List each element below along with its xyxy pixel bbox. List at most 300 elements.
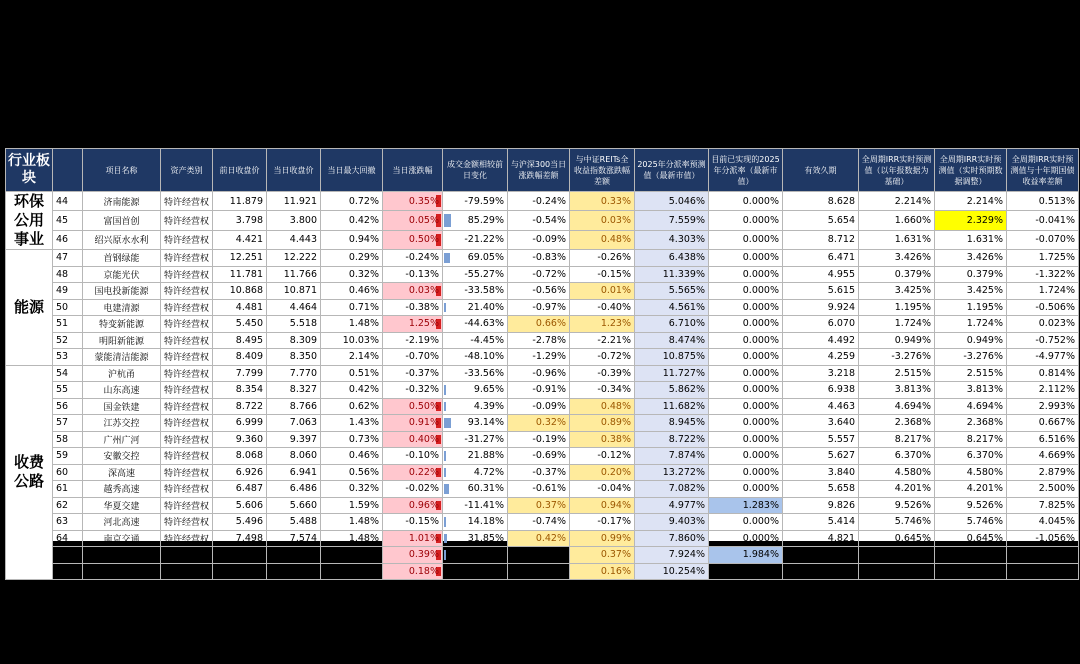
- max-drawdown-cell: 0.56%: [321, 464, 383, 481]
- duration-cell: 3.840: [783, 464, 859, 481]
- volume-value: 93.14%: [467, 417, 504, 429]
- change-cell: [383, 316, 443, 333]
- project-name-cell: 江苏交控: [83, 415, 161, 432]
- irr-spread-cell: 7.825%: [1007, 497, 1079, 514]
- vs-hs300-cell: -0.72%: [508, 266, 570, 283]
- irr-spread-cell: 1.725%: [1007, 250, 1079, 267]
- header-vs-hs300: 与沪深300当日涨跌幅差额: [508, 149, 570, 192]
- duration-cell: 5.414: [783, 514, 859, 531]
- change-value: 0.18%: [408, 565, 439, 577]
- volume-value: -4.45%: [470, 334, 504, 346]
- sector-cell: 收费公路: [6, 365, 53, 580]
- change-value: -0.15%: [405, 516, 439, 528]
- irr-adjusted-cell: 4.201%: [935, 481, 1007, 498]
- volume-value: -33.58%: [464, 285, 504, 297]
- volume-value: 21.40%: [467, 301, 504, 313]
- header-volume-change: 成交金额相较前日变化: [443, 149, 508, 192]
- volume-value: 4.39%: [473, 400, 504, 412]
- project-name-cell: 山东高速: [83, 382, 161, 399]
- vs-reits-cell: 0.37%: [570, 547, 635, 564]
- volume-value: 4.72%: [473, 466, 504, 478]
- irr-spread-cell: 2.879%: [1007, 464, 1079, 481]
- project-name-cell: 国电投新能源: [83, 283, 161, 300]
- project-name-cell: 富国首创: [83, 211, 161, 230]
- actual-2025-cell: 0.000%: [709, 382, 783, 399]
- forecast-2025-cell: 8.722%: [635, 431, 709, 448]
- project-name-cell: 安徽交控: [83, 448, 161, 465]
- duration-cell: 3.638: [783, 563, 859, 580]
- max-drawdown-cell: 1.59%: [321, 497, 383, 514]
- vs-reits-cell: 0.03%: [570, 211, 635, 230]
- close-cell: 3.800: [267, 211, 321, 230]
- max-drawdown-cell: 0.32%: [321, 481, 383, 498]
- volume-change-cell: [443, 299, 508, 316]
- irr-annual-cell: 5.746%: [859, 514, 935, 531]
- change-cell: [383, 266, 443, 283]
- seq-cell: 66: [53, 563, 83, 580]
- seq-cell: 65: [53, 547, 83, 564]
- seq-cell: 58: [53, 431, 83, 448]
- table-row: [6, 230, 1079, 249]
- irr-spread-cell: -0.070%: [1007, 230, 1079, 249]
- irr-adjusted-cell: 3.813%: [935, 382, 1007, 399]
- header-duration: 有效久期: [783, 149, 859, 192]
- header-irr-spread: 全周期IRR实时预测值与十年期国债收益率差额: [1007, 149, 1079, 192]
- forecast-2025-cell: 5.565%: [635, 283, 709, 300]
- vs-hs300-cell: -0.97%: [508, 299, 570, 316]
- max-drawdown-cell: 1.48%: [321, 316, 383, 333]
- volume-change-cell: [443, 514, 508, 531]
- table-row: [6, 266, 1079, 283]
- change-value: 0.91%: [408, 417, 439, 429]
- actual-2025-cell: 0.000%: [709, 481, 783, 498]
- forecast-2025-cell: 5.046%: [635, 192, 709, 211]
- volume-value: 60.31%: [467, 483, 504, 495]
- table-row: [6, 547, 1079, 564]
- duration-cell: 5.658: [783, 481, 859, 498]
- prev-close-cell: 8.068: [213, 448, 267, 465]
- actual-2025-cell: 0.000%: [709, 316, 783, 333]
- table-row: [6, 316, 1079, 333]
- prev-close-cell: 4.481: [213, 299, 267, 316]
- change-cell: [383, 349, 443, 366]
- forecast-2025-cell: 5.862%: [635, 382, 709, 399]
- vs-reits-cell: -0.12%: [570, 448, 635, 465]
- close-cell: 6.486: [267, 481, 321, 498]
- reits-sheet: [5, 148, 1078, 578]
- change-cell: [383, 448, 443, 465]
- irr-annual-cell: -3.276%: [859, 349, 935, 366]
- prev-close-cell: 8.409: [213, 349, 267, 366]
- irr-spread-cell: -1.056%: [1007, 530, 1079, 547]
- irr-adjusted-cell: 4.580%: [935, 464, 1007, 481]
- seq-cell: 61: [53, 481, 83, 498]
- irr-annual-cell: 1.195%: [859, 299, 935, 316]
- vs-hs300-cell: -0.20%: [508, 547, 570, 564]
- actual-2025-cell: 0.000%: [709, 464, 783, 481]
- actual-2025-cell: 0.000%: [709, 211, 783, 230]
- forecast-2025-cell: 8.945%: [635, 415, 709, 432]
- close-cell: 8.309: [267, 332, 321, 349]
- project-name-cell: 招商高速公路: [83, 547, 161, 564]
- vs-reits-cell: -0.26%: [570, 250, 635, 267]
- actual-2025-cell: 0.000%: [709, 431, 783, 448]
- header-forecast-2025: 2025年分派率预测值（最新市值）: [635, 149, 709, 192]
- forecast-2025-cell: 7.924%: [635, 547, 709, 564]
- volume-change-cell: [443, 547, 508, 564]
- volume-value: -11.41%: [464, 499, 504, 511]
- vs-hs300-cell: -0.74%: [508, 514, 570, 531]
- actual-2025-cell: 0.000%: [709, 230, 783, 249]
- duration-cell: 3.218: [783, 365, 859, 382]
- irr-adjusted-cell: 3.426%: [935, 250, 1007, 267]
- asset-type-cell: 特许经营权: [161, 316, 213, 333]
- prev-close-cell: 6.926: [213, 464, 267, 481]
- duration-cell: 6.471: [783, 250, 859, 267]
- vs-reits-cell: -0.04%: [570, 481, 635, 498]
- irr-annual-cell: 2.368%: [859, 415, 935, 432]
- close-cell: 11.921: [267, 192, 321, 211]
- close-cell: 5.488: [267, 514, 321, 531]
- volume-change-cell: [443, 497, 508, 514]
- volume-value: 8.97%: [473, 549, 504, 561]
- irr-spread-cell: -1.421%: [1007, 563, 1079, 580]
- header-name: 项目名称: [83, 149, 161, 192]
- header-irr-annual: 全周期IRR实时预测值（以年报数据为基础）: [859, 149, 935, 192]
- change-cell: [383, 332, 443, 349]
- change-cell: [383, 398, 443, 415]
- project-name-cell: 电建清源: [83, 299, 161, 316]
- table-row: [6, 497, 1079, 514]
- max-drawdown-cell: 0.42%: [321, 382, 383, 399]
- change-value: -0.24%: [405, 252, 439, 264]
- project-name-cell: 明阳新能源: [83, 332, 161, 349]
- prev-close-cell: 4.421: [213, 230, 267, 249]
- project-name-cell: 广州广河: [83, 431, 161, 448]
- table-row: [6, 398, 1079, 415]
- volume-bar: [444, 484, 449, 494]
- volume-value: -21.22%: [464, 234, 504, 246]
- prev-close-cell: 7.498: [213, 530, 267, 547]
- irr-annual-cell: 1.660%: [859, 211, 935, 230]
- irr-annual-cell: 8.217%: [859, 431, 935, 448]
- volume-change-cell: [443, 464, 508, 481]
- project-name-cell: 华夏交建: [83, 497, 161, 514]
- seq-cell: 54: [53, 365, 83, 382]
- prev-close-cell: 11.879: [213, 192, 267, 211]
- vs-hs300-cell: -0.61%: [508, 481, 570, 498]
- duration-cell: 4.821: [783, 530, 859, 547]
- volume-bar: [444, 451, 446, 461]
- project-name-cell: 京能光伏: [83, 266, 161, 283]
- volume-change-cell: [443, 431, 508, 448]
- irr-spread-cell: 0.667%: [1007, 415, 1079, 432]
- vs-reits-cell: 0.38%: [570, 431, 635, 448]
- irr-annual-cell: 6.370%: [859, 448, 935, 465]
- header-sector: 行业板块: [6, 149, 53, 192]
- vs-reits-cell: -0.34%: [570, 382, 635, 399]
- project-name-cell: 越秀高速: [83, 481, 161, 498]
- header-actual-2025: 目前已实现的2025年分派率（最新市值）: [709, 149, 783, 192]
- volume-value: 31.85%: [467, 532, 504, 544]
- change-cell: [383, 299, 443, 316]
- max-drawdown-cell: 2.14%: [321, 349, 383, 366]
- seq-cell: 50: [53, 299, 83, 316]
- header-row: [6, 149, 1079, 192]
- max-drawdown-cell: 0.79%: [321, 563, 383, 580]
- forecast-2025-cell: 11.727%: [635, 365, 709, 382]
- seq-cell: 55: [53, 382, 83, 399]
- max-drawdown-cell: 0.71%: [321, 299, 383, 316]
- volume-value: 85.29%: [467, 214, 504, 226]
- duration-cell: 5.627: [783, 448, 859, 465]
- irr-adjusted-cell: 2.515%: [935, 365, 1007, 382]
- asset-type-cell: 特许经营权: [161, 431, 213, 448]
- volume-value: -44.63%: [464, 318, 504, 330]
- irr-adjusted-cell: 1.724%: [935, 316, 1007, 333]
- table-row: [6, 211, 1079, 230]
- irr-spread-cell: 0.513%: [1007, 192, 1079, 211]
- vs-reits-cell: -0.39%: [570, 365, 635, 382]
- volume-bar: [444, 468, 446, 478]
- duration-cell: 4.492: [783, 332, 859, 349]
- seq-cell: 57: [53, 415, 83, 432]
- vs-reits-cell: -2.21%: [570, 332, 635, 349]
- volume-change-cell: [443, 563, 508, 580]
- actual-2025-cell: 0.000%: [709, 415, 783, 432]
- vs-reits-cell: 0.99%: [570, 530, 635, 547]
- project-name-cell: 蒙能清洁能源: [83, 349, 161, 366]
- irr-spread-cell: 4.045%: [1007, 514, 1079, 531]
- volume-change-cell: [443, 230, 508, 249]
- volume-change-cell: [443, 398, 508, 415]
- vs-hs300-cell: 0.37%: [508, 497, 570, 514]
- volume-bar: [444, 303, 446, 313]
- irr-adjusted-cell: 2.214%: [935, 192, 1007, 211]
- forecast-2025-cell: 4.561%: [635, 299, 709, 316]
- close-cell: 6.941: [267, 464, 321, 481]
- irr-annual-cell: 3.426%: [859, 250, 935, 267]
- close-cell: 8.350: [267, 349, 321, 366]
- header-max-drawdown: 当日最大回撤: [321, 149, 383, 192]
- vs-hs300-cell: -0.91%: [508, 382, 570, 399]
- seq-cell: 48: [53, 266, 83, 283]
- max-drawdown-cell: 0.42%: [321, 211, 383, 230]
- change-cell: [383, 250, 443, 267]
- irr-annual-cell: 2.214%: [859, 192, 935, 211]
- actual-2025-cell: 0.000%: [709, 398, 783, 415]
- irr-spread-cell: -0.752%: [1007, 332, 1079, 349]
- irr-adjusted-cell: 3.618%: [935, 547, 1007, 564]
- irr-annual-cell: 9.526%: [859, 497, 935, 514]
- volume-value: 14.18%: [467, 516, 504, 528]
- volume-value: -79.59%: [464, 195, 504, 207]
- actual-2025-cell: 0.000%: [709, 514, 783, 531]
- irr-spread-cell: 2.112%: [1007, 382, 1079, 399]
- max-drawdown-cell: 1.48%: [321, 514, 383, 531]
- vs-reits-cell: -0.40%: [570, 299, 635, 316]
- volume-bar: [444, 534, 447, 544]
- asset-type-cell: 特许经营权: [161, 332, 213, 349]
- asset-type-cell: 特许经营权: [161, 283, 213, 300]
- irr-annual-cell: 3.425%: [859, 283, 935, 300]
- asset-type-cell: 特许经营权: [161, 481, 213, 498]
- change-value: -0.38%: [405, 301, 439, 313]
- close-cell: 5.660: [267, 497, 321, 514]
- asset-type-cell: 特许经营权: [161, 192, 213, 211]
- volume-change-cell: [443, 266, 508, 283]
- asset-type-cell: 特许经营权: [161, 514, 213, 531]
- volume-value: 9.65%: [473, 384, 504, 396]
- change-value: 0.22%: [408, 466, 439, 478]
- volume-value: -48.10%: [464, 351, 504, 363]
- volume-bar: [444, 385, 446, 395]
- change-value: 0.50%: [408, 234, 439, 246]
- seq-cell: 45: [53, 211, 83, 230]
- seq-cell: 56: [53, 398, 83, 415]
- irr-annual-cell: 1.724%: [859, 316, 935, 333]
- volume-bar: [444, 402, 446, 412]
- header-change: 当日涨跌幅: [383, 149, 443, 192]
- max-drawdown-cell: 10.03%: [321, 332, 383, 349]
- project-name-cell: 特变新能源: [83, 316, 161, 333]
- irr-spread-cell: 2.500%: [1007, 481, 1079, 498]
- prev-close-cell: 7.985: [213, 547, 267, 564]
- change-value: 1.01%: [408, 532, 439, 544]
- vs-hs300-cell: -0.09%: [508, 398, 570, 415]
- seq-cell: 44: [53, 192, 83, 211]
- asset-type-cell: 特许经营权: [161, 563, 213, 580]
- irr-spread-cell: 6.516%: [1007, 431, 1079, 448]
- vs-reits-cell: 0.89%: [570, 415, 635, 432]
- prev-close-cell: 12.251: [213, 250, 267, 267]
- vs-hs300-cell: -0.56%: [508, 283, 570, 300]
- change-cell: [383, 530, 443, 547]
- irr-adjusted-cell: 5.746%: [935, 514, 1007, 531]
- irr-annual-cell: 0.645%: [859, 530, 935, 547]
- volume-change-cell: [443, 365, 508, 382]
- table-body: [6, 192, 1079, 580]
- header-irr-adjusted: 全周期IRR实时预测值（实时预期数据调整）: [935, 149, 1007, 192]
- forecast-2025-cell: 7.559%: [635, 211, 709, 230]
- close-cell: 4.464: [267, 299, 321, 316]
- vs-reits-cell: 0.48%: [570, 230, 635, 249]
- seq-cell: 63: [53, 514, 83, 531]
- table-row: [6, 481, 1079, 498]
- irr-annual-cell: 0.379%: [859, 266, 935, 283]
- irr-spread-cell: 1.724%: [1007, 283, 1079, 300]
- max-drawdown-cell: 0.46%: [321, 448, 383, 465]
- table-row: [6, 431, 1079, 448]
- irr-spread-cell: 1.917%: [1007, 547, 1079, 564]
- table-row: [6, 415, 1079, 432]
- duration-cell: 5.557: [783, 431, 859, 448]
- volume-change-cell: [443, 192, 508, 211]
- change-cell: [383, 464, 443, 481]
- vs-reits-cell: 0.16%: [570, 563, 635, 580]
- vs-hs300-cell: -0.37%: [508, 464, 570, 481]
- asset-type-cell: 特许经营权: [161, 266, 213, 283]
- volume-change-cell: [443, 349, 508, 366]
- prev-close-cell: 6.999: [213, 415, 267, 432]
- volume-value: 69.05%: [467, 252, 504, 264]
- vs-reits-cell: 1.23%: [570, 316, 635, 333]
- max-drawdown-cell: 0.32%: [321, 266, 383, 283]
- change-cell: [383, 563, 443, 580]
- header-prev-close: 前日收盘价: [213, 149, 267, 192]
- change-value: -0.37%: [405, 367, 439, 379]
- change-cell: [383, 192, 443, 211]
- irr-spread-cell: -1.322%: [1007, 266, 1079, 283]
- header-seq: [53, 149, 83, 192]
- forecast-2025-cell: 9.403%: [635, 514, 709, 531]
- irr-spread-cell: 4.669%: [1007, 448, 1079, 465]
- irr-adjusted-cell: 8.217%: [935, 431, 1007, 448]
- asset-type-cell: 特许经营权: [161, 464, 213, 481]
- vs-reits-cell: 0.48%: [570, 398, 635, 415]
- volume-change-cell: [443, 316, 508, 333]
- forecast-2025-cell: 10.254%: [635, 563, 709, 580]
- volume-value: -31.27%: [464, 433, 504, 445]
- forecast-2025-cell: 7.082%: [635, 481, 709, 498]
- irr-spread-cell: -4.977%: [1007, 349, 1079, 366]
- vs-reits-cell: 0.20%: [570, 464, 635, 481]
- vs-hs300-cell: 0.42%: [508, 530, 570, 547]
- volume-change-cell: [443, 415, 508, 432]
- close-cell: 8.327: [267, 382, 321, 399]
- vs-hs300-cell: -0.83%: [508, 250, 570, 267]
- volume-change-cell: [443, 481, 508, 498]
- forecast-2025-cell: 8.474%: [635, 332, 709, 349]
- irr-spread-cell: 0.023%: [1007, 316, 1079, 333]
- seq-cell: 53: [53, 349, 83, 366]
- asset-type-cell: 特许经营权: [161, 530, 213, 547]
- prev-close-cell: 7.799: [213, 365, 267, 382]
- header-close: 当日收盘价: [267, 149, 321, 192]
- change-value: 0.05%: [408, 214, 439, 226]
- volume-bar: [444, 418, 451, 428]
- close-cell: 12.222: [267, 250, 321, 267]
- vs-hs300-cell: -2.78%: [508, 332, 570, 349]
- change-value: 0.03%: [408, 285, 439, 297]
- close-cell: 7.063: [267, 415, 321, 432]
- close-cell: 10.550: [267, 563, 321, 580]
- sector-cell: 环保公用事业: [6, 192, 53, 250]
- table-row: [6, 464, 1079, 481]
- prev-close-cell: 8.722: [213, 398, 267, 415]
- irr-annual-cell: 2.515%: [859, 365, 935, 382]
- change-cell: [383, 514, 443, 531]
- actual-2025-cell: 0.000%: [709, 365, 783, 382]
- asset-type-cell: 特许经营权: [161, 211, 213, 230]
- table-row: [6, 283, 1079, 300]
- vs-hs300-cell: -0.24%: [508, 192, 570, 211]
- change-value: 0.39%: [408, 549, 439, 561]
- table-row: [6, 365, 1079, 382]
- irr-adjusted-cell: 1.195%: [935, 299, 1007, 316]
- prev-close-cell: 5.450: [213, 316, 267, 333]
- asset-type-cell: 特许经营权: [161, 230, 213, 249]
- duration-cell: 5.615: [783, 283, 859, 300]
- close-cell: 10.871: [267, 283, 321, 300]
- vs-hs300-cell: 0.66%: [508, 316, 570, 333]
- volume-change-cell: [443, 250, 508, 267]
- change-value: -2.19%: [405, 334, 439, 346]
- prev-close-cell: 10.868: [213, 283, 267, 300]
- irr-adjusted-cell: 0.645%: [935, 530, 1007, 547]
- prev-close-cell: 5.606: [213, 497, 267, 514]
- close-cell: 9.397: [267, 431, 321, 448]
